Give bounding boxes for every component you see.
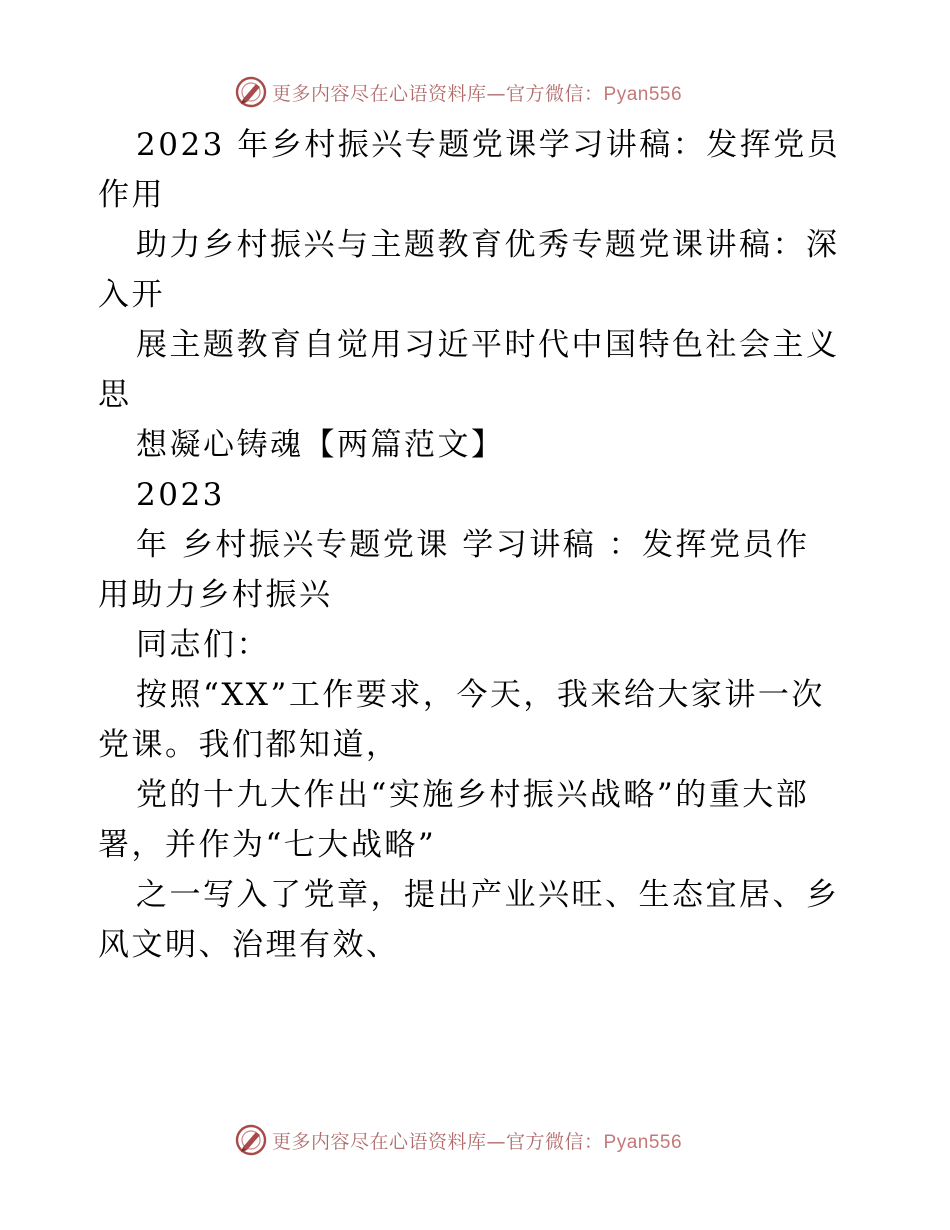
text-line: 同志们：	[136, 627, 270, 663]
text-line: 展主题教育自觉用习近平时代中国特色社会主义	[136, 327, 840, 363]
text-line: 思	[98, 377, 132, 413]
pen-seal-logo-icon	[234, 1123, 268, 1157]
text-line: 之一写入了党章，提出产业兴旺、生态宜居、乡	[136, 877, 840, 913]
header-watermark	[0, 72, 950, 112]
pen-seal-logo-icon	[234, 75, 268, 109]
text-line: 党课。我们都知道，	[98, 727, 400, 763]
text-line: 想凝心铸魂【两篇范文】	[136, 427, 505, 463]
text-line: 2023 年乡村振兴专题党课学习讲稿：发挥党员	[136, 127, 841, 163]
text-line: 助力乡村振兴与主题教育优秀专题党课讲稿：深	[136, 227, 840, 263]
watermark-dash: —	[486, 1130, 507, 1153]
text-line: 入开	[98, 277, 165, 313]
document-body	[98, 120, 858, 970]
watermark-group	[234, 1120, 682, 1160]
watermark-text	[272, 1127, 682, 1154]
text-line: 按照“XX”工作要求，今天，我来给大家讲一次	[136, 677, 825, 713]
watermark-dash: —	[486, 82, 507, 105]
watermark-group	[234, 72, 682, 112]
footer-watermark	[0, 1120, 950, 1160]
watermark-prefix: 更多内容尽在心语资料库	[272, 1130, 487, 1153]
watermark-official: 官方微信：	[506, 1130, 604, 1153]
watermark-prefix: 更多内容尽在心语资料库	[272, 82, 487, 105]
watermark-account: Pyan556	[603, 83, 683, 105]
text-line: 作用	[98, 177, 165, 213]
text-line: 署，并作为“七大战略”	[98, 827, 437, 863]
text-line: 风文明、治理有效、	[98, 927, 400, 963]
text-line: 2023	[136, 477, 225, 513]
watermark-official: 官方微信：	[506, 82, 604, 105]
watermark-text	[272, 79, 682, 106]
text-line: 年 乡村振兴专题党课 学习讲稿 ：发挥党员作	[136, 527, 810, 563]
text-line: 用助力乡村振兴	[98, 577, 333, 613]
watermark-account: Pyan556	[603, 1131, 683, 1153]
text-line: 党的十九大作出“实施乡村振兴战略”的重大部	[136, 777, 810, 813]
